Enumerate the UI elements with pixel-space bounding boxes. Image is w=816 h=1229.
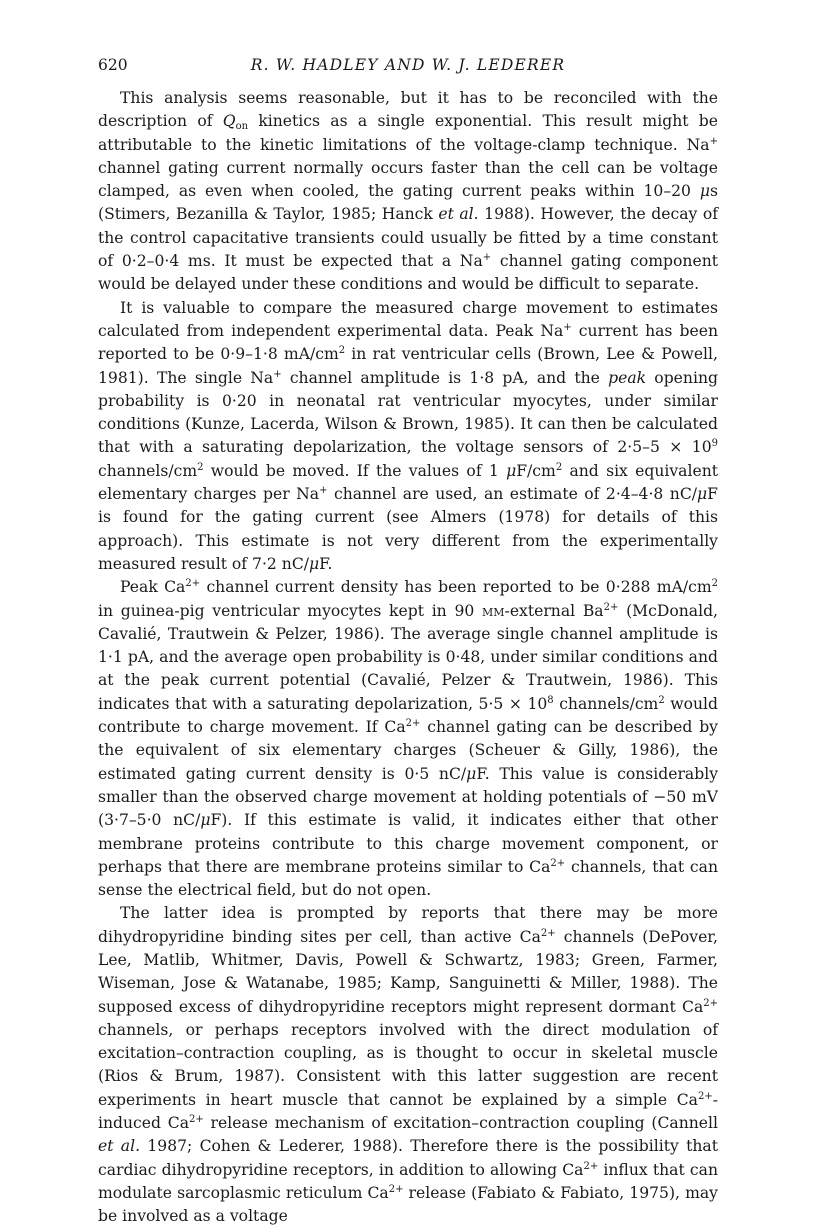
page-number: 620: [98, 56, 128, 74]
paragraph-ca-channel-density: Peak $Ca^{2+}$ channel current density has been reported to be 0·288 $mA/cm^2$ in guinea-pig ventricular myocytes kept in 90 mm-external $Ba^{2+}$ (McDonald, Cavalié, Trautwein & Pelzer, 1986). The average single channel amplitude is 1·1 pA, and the average open probability is 0·48, under similar conditions and at the peak current potential (Cavalié, Pelzer & Trautwein, 1986). This indicates that with a saturating depolarization, $5\cdot 5 \times 10^8$ channels/$cm^2$ would contribute to charge movement. If $Ca^{2+}$ channel gating can be described by the equivalent of six elementary charges (Scheuer & Gilly, 1986), the estimated gating current density is 0·5 nC/μF. This value is considerably smaller than the observed charge movement at holding potentials of −50 mV (3·7–5·0 nC/μF). If this estimate is valid, it indicates either that other membrane proteins contribute to this charge movement component, or perhaps that there are membrane proteins similar to $Ca^{2+}$ channels, that can sense the electrical field, but do not open.: [98, 578, 719, 900]
paragraph-qon-kinetics: This analysis seems reasonable, but it has to be reconciled with the description of $Q_{on}$ kinetics as a single exponential. This result might be attributable to the kinetic limitations of the voltage-clamp technique. Na+ channel gating current normally occurs faster than the cell can be voltage clamped, as even when cooled, the gating current peaks within 10–20 μs (Stimers, Bezanilla & Taylor, 1985; Hanck et al. 1988). However, the decay of the control capacitative transients could usually be fitted by a time constant of 0·2–0·4 ms. It must be expected that a Na+ channel gating component would be delayed under these conditions and would be difficult to separate.: [98, 89, 719, 294]
body-text: [98, 87, 718, 1229]
running-head: R. W. HADLEY AND W. J. LEDERER: [250, 56, 566, 74]
paragraph-dihydropyridine-receptors: The latter idea is prompted by reports that there may be more dihydropyridine binding sites per cell, than active $Ca^{2+}$ channels (DePover, Lee, Matlib, Whitmer, Davis, Powell & Schwartz, 1983; Green, Farmer, Wiseman, Jose & Watanabe, 1985; Kamp, Sanguinetti & Miller, 1988). The supposed excess of dihydropyridine receptors might represent dormant $Ca^{2+}$ channels, or perhaps receptors involved with the direct modulation of excitation–contraction coupling, as is thought to occur in skeletal muscle (Rios & Brum, 1987). Consistent with this latter suggestion are recent experiments in heart muscle that cannot be explained by a simple $Ca^{2+}$-induced $Ca^{2+}$ release mechanism of excitation–contraction coupling (Cannell et al. 1987; Cohen & Lederer, 1988). Therefore there is the possibility that cardiac dihydropyridine receptors, in addition to allowing $Ca^{2+}$ influx that can modulate sarcoplasmic reticulum $Ca^{2+}$ release (Fabiato & Fabiato, 1975), may be involved as a voltage: [98, 904, 719, 1226]
paragraph-na-charge-estimate: It is valuable to compare the measured charge movement to estimates calculated from independent experimental data. Peak Na+ current has been reported to be 0·9–1·8 $mA/cm^2$ in rat ventricular cells (Brown, Lee & Powell, 1981). The single Na+ channel amplitude is 1·8 pA, and the peak opening probability is 0·20 in neonatal rat ventricular myocytes, under similar conditions (Kunze, Lacerda, Wilson & Brown, 1985). It can then be calculated that with a saturating depolarization, the voltage sensors of $2\cdot 5-5 \times 10^9$ channels/$cm^2$ would be moved. If the values of 1 $\mu F/cm^2$ and six equivalent elementary charges per Na+ channel are used, an estimate of 2·4–4·8 nC/μF is found for the gating current (see Almers (1978) for details of this approach). This estimate is not very different from the experimentally measured result of 7·2 nC/μF.: [98, 298, 719, 573]
page-header: [98, 56, 718, 80]
